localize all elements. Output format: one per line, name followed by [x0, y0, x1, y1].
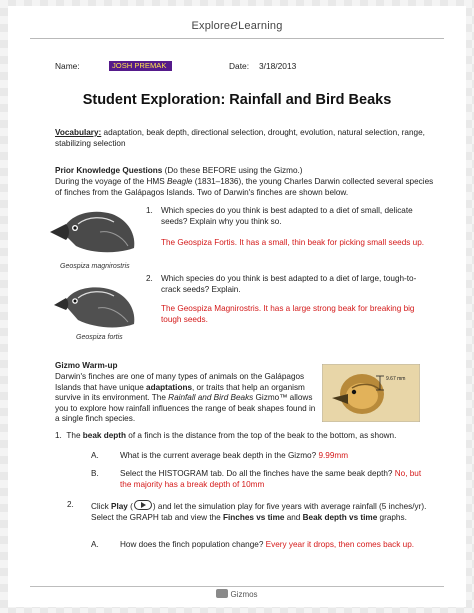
warmup-text: Darwin's finches are one of many types of animals on the Galápagos Islands that have unique adaptations, or traits that help an organism survive in its environment. The Rainfall and Bird Beaks Gizmo™ allows you to explore how rainfall influences the range of beak shapes found in a single finch species.: [55, 372, 316, 423]
finch-fortis-image: [48, 278, 138, 334]
finch-magnirostris-caption: Geospiza magnirostris: [60, 263, 130, 270]
footer-divider: [30, 586, 444, 587]
beak-depth-figure-label: 9.67 mm: [386, 376, 406, 382]
page-title: Student Exploration: Rainfall and Bird Beaks: [82, 92, 392, 108]
finch-fortis-caption: Geospiza fortis: [76, 334, 123, 341]
step-1-answer-b[interactable]: No, but the majority has a break depth of 10mm: [120, 469, 422, 489]
name-field[interactable]: JOSH PREMAK: [109, 61, 172, 71]
step-1-question-a: What is the current average beak depth in the Gizmo? 9.99mm: [120, 451, 349, 460]
explorelearning-logo: ExploreeLearning: [191, 18, 283, 33]
question-2-number: 2.: [146, 274, 153, 283]
worksheet-page: ExploreeLearning Name: JOSH PREMAK Date: 3/18/2013 Student Exploration: Rainfall and Bird Beaks Vocabulary: adaptation, beak depth, directional selection, drought, evolution, natural selection, range, stabilizing selection Prior Knowledge Questions (Do these BEFORE using the Gizmo.) During the voyage of the HMS Beagle (1831–1836), the young Charles Darwin collected several species of finches from the Galápagos Islands. Two of Darwin's finches are shown below. Geospiza magnirostris Geospiza fortis 1. Which species do you think is best adapted to a diet of small, delicate seeds? Explain why you think so. The Geospiza Fortis. It has a small, thin beak for picking small seeds up. 2. Which species do you think is best adapted to a diet of large, tough-to-crack seeds? Explain. The Geospiza Magnirostris. It has a large strong beak for breaking big tough seeds. Gizmo Warm-up Darwin's finches are one of many types of animals on the Galápagos Islands that have unique adaptations, or traits that help an organism survive in its environment. The Rainfall and Bird Beaks Gizmo™ allows you to explore how rainfall influences the range of beak shapes found in a single finch species. 9.67 mm 1. The beak depth of a finch is the distance from the top of the beak to the bottom, as shown. A. What is the current average beak depth in the Gizmo? 9.99mm B. Select the HISTOGRAM tab. Do all the finches have the same beak depth? No, but the majority has a break depth of 10mm 2. Click Play ( ) and let the simulation play for five years with average rainfall (5 inches/yr). Select the GRAPH tab and view the Finches vs time and Beak depth vs time graphs. A. How does the finch population change? Every year it drops, then comes back up. Gizmos: [8, 6, 466, 607]
step-2-question-a-letter: A.: [91, 540, 99, 549]
step-1-answer-a[interactable]: 9.99mm: [318, 451, 349, 460]
vocabulary-section: [55, 128, 435, 149]
name-label: Name:: [55, 61, 80, 71]
vocabulary-label: Vocabulary:: [55, 128, 102, 137]
warmup-heading: Gizmo Warm-up: [55, 361, 118, 370]
date-field[interactable]: 3/18/2013: [259, 61, 297, 71]
step-1-question-b-letter: B.: [91, 469, 99, 478]
finch-magnirostris-image: [48, 202, 138, 260]
beak-depth-figure: [322, 364, 420, 422]
step-1-question-b: Select the HISTOGRAM tab. Do all the finches have the same beak depth? No, but the majority has a break depth of 10mm: [120, 469, 422, 489]
step-2-answer-a[interactable]: Every year it drops, then comes back up.: [265, 540, 415, 549]
header-divider: [30, 38, 444, 39]
step-1: 1. The beak depth of a finch is the distance from the top of the beak to the bottom, as shown.: [55, 431, 397, 440]
question-1-answer[interactable]: The Geospiza Fortis. It has a small, thin beak for picking small seeds up.: [161, 238, 425, 247]
prior-knowledge-intro: During the voyage of the HMS Beagle (1831–1836), the young Charles Darwin collected several species of finches from the Galápagos Islands. Two of Darwin's finches are shown below.: [55, 177, 434, 197]
date-label: Date:: [229, 61, 250, 71]
step-1-question-a-letter: A.: [91, 451, 99, 460]
name-row: [55, 61, 167, 71]
question-1-number: 1.: [146, 206, 153, 215]
question-2-text: Which species do you think is best adapted to a diet of large, tough-to-crack seeds? Explain.: [161, 274, 417, 294]
prior-knowledge-heading: Prior Knowledge Questions (Do these BEFORE using the Gizmo.): [55, 166, 303, 175]
question-2-answer[interactable]: The Geospiza Magnirostris. It has a large strong beak for breaking big tough seeds.: [161, 304, 415, 324]
question-1-text: Which species do you think is best adapted to a diet of small, delicate seeds? Explain why you think so.: [161, 206, 413, 226]
step-2-question-a: How does the finch population change? Every year it drops, then comes back up.: [120, 540, 415, 549]
play-icon: [134, 500, 152, 510]
gizmos-logo: Gizmos: [8, 589, 466, 599]
gizmos-logo-mark: [216, 589, 228, 598]
vocabulary-text: adaptation, beak depth, directional selection, drought, evolution, natural selection, range, stabilizing selection: [55, 128, 425, 148]
